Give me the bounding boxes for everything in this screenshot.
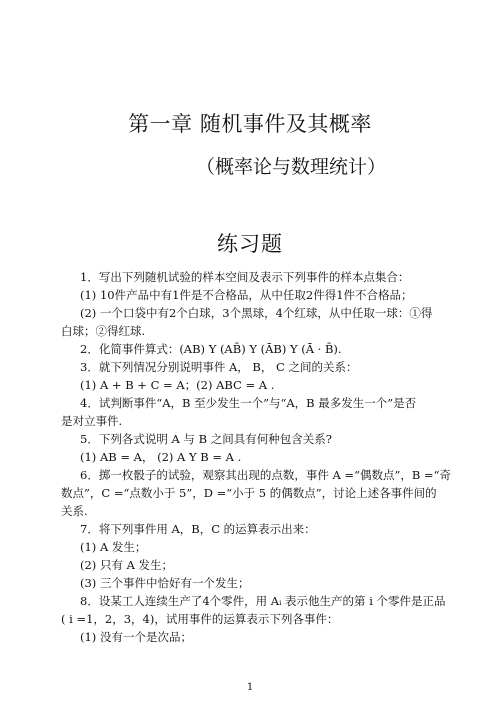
exercise-line: 6．掷一枚骰子的试验，观察其出现的点数，事件 A =“偶数点”，B =“奇 — [80, 468, 451, 482]
chapter-title: 第一章 随机事件及其概率 — [128, 112, 372, 136]
exercise-line: (1) AB = A， (2) A Υ B = A . — [80, 450, 242, 464]
exercise-line: (1) A + B + C = A；(2) ABC = A . — [80, 378, 275, 392]
exercise-line: (2) 只有 A 发生； — [80, 558, 174, 572]
exercise-line: 2．化简事件算式：(AB) Υ (AB̄) Υ (ĀB) Υ (Ā · B̄). — [80, 342, 342, 356]
exercise-line: (1) A 发生； — [80, 540, 147, 554]
exercise-line: 8．设某工人连续生产了4个零件，用 Aᵢ 表示他生产的第 i 个零件是正品 — [80, 594, 446, 608]
section-title: 练习题 — [217, 232, 283, 256]
exercise-line: 7．将下列事件用 A，B，C 的运算表示出来： — [80, 522, 316, 536]
subtitle: （概率论与数理统计） — [196, 156, 387, 178]
exercise-line: ( i =1，2，3，4)，试用事件的运算表示下列各事件： — [61, 612, 339, 626]
exercise-line: 数点”，C =“点数小于 5”，D =“小于 5 的偶数点”，讨论上述各事件间的 — [61, 486, 437, 500]
exercise-line: 4．试判断事件“A，B 至少发生一个”与“A，B 最多发生一个”是否 — [80, 396, 417, 410]
exercise-line: (1) 没有一个是次品； — [80, 630, 192, 644]
exercise-body — [63, 268, 449, 646]
exercise-line: 关系. — [61, 504, 88, 518]
exercise-line: 5．下列各式说明 A 与 B 之间具有何种包含关系? — [80, 432, 332, 446]
exercise-line: 是对立事件. — [61, 414, 123, 428]
exercise-line: (1) 10件产品中有1件是不合格品，从中任取2件得1件不合格品； — [80, 288, 413, 302]
exercise-line: (2) 一个口袋中有2个白球，3个黑球，4个红球，从中任取一球：①得 — [80, 306, 433, 320]
exercise-line: 1．写出下列随机试验的样本空间及表示下列事件的样本点集合： — [80, 270, 410, 284]
exercise-line: 3．就下列情况分别说明事件 A， B， C 之间的关系： — [80, 360, 358, 374]
page-number: 1 — [246, 682, 254, 693]
exercise-line: (3) 三个事件中恰好有一个发生； — [80, 576, 250, 590]
exercise-line: 白球；②得红球. — [61, 324, 146, 338]
